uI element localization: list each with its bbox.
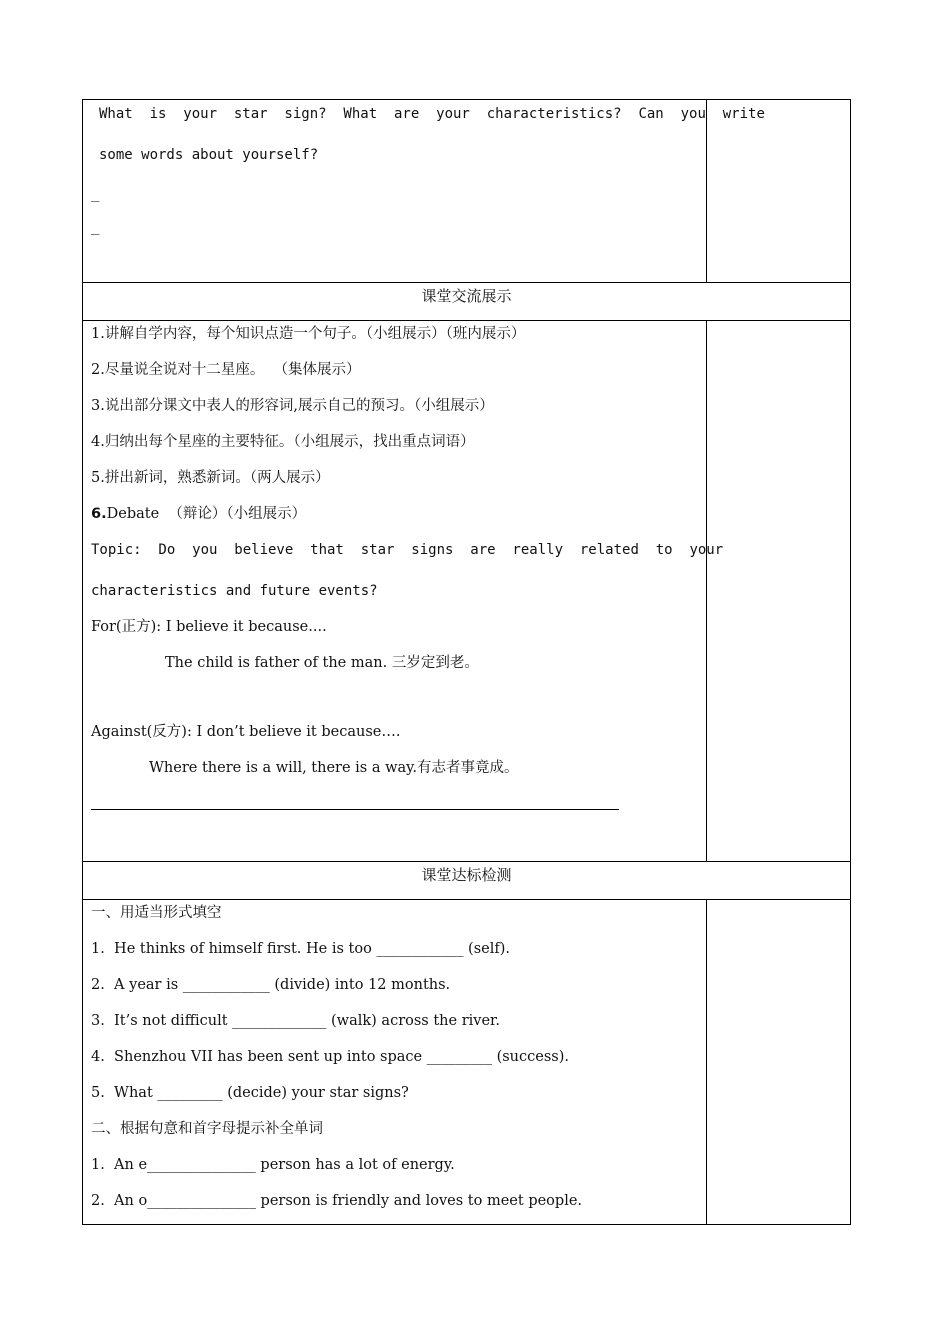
for-line: For(正方): I believe it because....	[91, 619, 327, 635]
for-quote: The child is father of the man. 三岁定到老。	[165, 655, 479, 671]
debate-number: 6.	[91, 506, 107, 522]
intro-line-2: some words about yourself?	[99, 147, 319, 163]
row-divider	[83, 861, 850, 862]
debate-item	[91, 504, 306, 524]
against-quote: Where there is a will, there is a way.有志者事竟成。	[149, 760, 519, 776]
column-divider-1	[706, 100, 707, 282]
writing-line	[91, 809, 619, 810]
row-divider	[83, 899, 850, 900]
section-title-test: 课堂达标检测	[421, 866, 512, 884]
worksheet-table	[82, 99, 851, 1225]
debate-label: Debate （辩论）（小组展示）	[106, 506, 307, 522]
fill-blank-item: 1. He thinks of himself first. He is too ____________ (self).	[91, 941, 510, 957]
answer-blank-1: _	[91, 186, 100, 202]
display-item: 2.尽量说全说对十二星座。 （集体展示）	[91, 362, 361, 378]
display-item: 4.归纳出每个星座的主要特征。（小组展示，找出重点词语）	[91, 434, 475, 450]
word-complete-item: 2. An o_______________ person is friendly and loves to meet people.	[91, 1193, 583, 1209]
column-divider-2	[706, 320, 707, 861]
column-divider-3	[706, 899, 707, 1225]
display-item: 1.讲解自学内容，每个知识点造一个句子。（小组展示）（班内展示）	[91, 326, 526, 342]
against-line: Against(反方): I don’t believe it because….	[91, 724, 401, 740]
intro-line-1: What is your star sign? What are your characteristics? Can you write	[99, 106, 765, 122]
part2-title: 二、根据句意和首字母提示补全单词	[91, 1121, 323, 1137]
topic-line-1: Topic: Do you believe that star signs are really related to your	[91, 542, 724, 558]
topic-line-2: characteristics and future events?	[91, 583, 378, 599]
display-item: 3.说出部分课文中表人的形容词,展示自己的预习。（小组展示）	[91, 398, 494, 414]
answer-blank-2: _	[91, 219, 100, 235]
part1-title: 一、用适当形式填空	[91, 905, 222, 921]
fill-blank-item: 3. It’s not difficult _____________ (walk) across the river.	[91, 1013, 500, 1029]
fill-blank-item: 5. What _________ (decide) your star signs?	[91, 1085, 409, 1101]
fill-blank-item: 2. A year is ____________ (divide) into 12 months.	[91, 977, 451, 993]
fill-blank-item: 4. Shenzhou VII has been sent up into space _________ (success).	[91, 1049, 569, 1065]
section-title-display: 课堂交流展示	[421, 287, 512, 305]
word-complete-item: 1. An e_______________ person has a lot of energy.	[91, 1157, 455, 1173]
row-divider	[83, 282, 850, 283]
row-divider	[83, 320, 850, 321]
display-item: 5.拼出新词，熟悉新词。（两人展示）	[91, 470, 330, 486]
